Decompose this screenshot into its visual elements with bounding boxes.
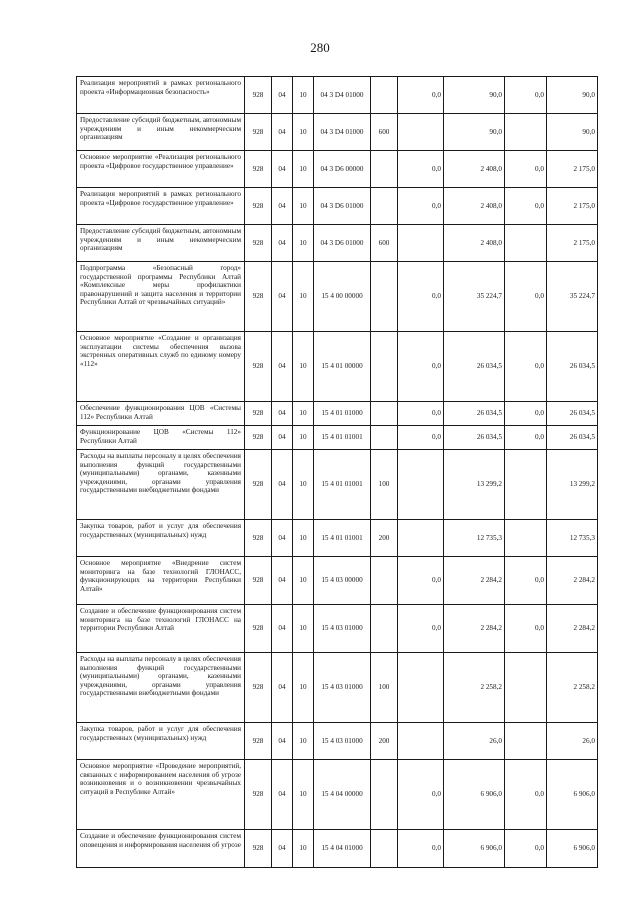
grbs-code-cell: 928 (245, 262, 272, 332)
section-code-cell: 04 (272, 760, 293, 830)
amount-2-cell: 26,0 (444, 723, 505, 760)
amount-1-cell: 0,0 (398, 557, 444, 605)
amount-2-cell: 35 224,7 (444, 262, 505, 332)
amount-3-cell: 0,0 (505, 760, 547, 830)
grbs-code-cell: 928 (245, 605, 272, 653)
amount-2-cell: 90,0 (444, 114, 505, 151)
target-article-cell: 15 4 01 01001 (314, 426, 371, 450)
amount-4-cell: 2 175,0 (547, 151, 598, 188)
amount-3-cell (505, 450, 547, 520)
amount-3-cell: 0,0 (505, 426, 547, 450)
table-row (77, 402, 598, 426)
target-article-cell: 15 4 04 00000 (314, 760, 371, 830)
section-code-cell: 04 (272, 653, 293, 723)
amount-2-cell: 2 284,2 (444, 605, 505, 653)
subsection-code-cell: 10 (293, 760, 314, 830)
table-row (77, 723, 598, 760)
amount-1-cell: 0,0 (398, 262, 444, 332)
grbs-code-cell: 928 (245, 402, 272, 426)
section-code-cell: 04 (272, 332, 293, 402)
target-article-cell: 04 3 D6 01000 (314, 225, 371, 262)
amount-1-cell: 0,0 (398, 605, 444, 653)
amount-1-cell: 0,0 (398, 77, 444, 114)
expense-type-cell (371, 332, 398, 402)
subsection-code-cell: 10 (293, 653, 314, 723)
grbs-code-cell: 928 (245, 188, 272, 225)
table-row (77, 332, 598, 402)
row-name-cell: Основное мероприятие «Внедрение систем мониторинга на базе технологий ГЛОНАСС, функционирующих на территории Республики Алтай» (77, 557, 245, 605)
expense-type-cell: 200 (371, 520, 398, 557)
target-article-cell: 15 4 01 01001 (314, 520, 371, 557)
amount-4-cell: 26,0 (547, 723, 598, 760)
amount-2-cell: 2 408,0 (444, 151, 505, 188)
table-row (77, 605, 598, 653)
subsection-code-cell: 10 (293, 723, 314, 760)
expense-type-cell: 100 (371, 653, 398, 723)
amount-3-cell: 0,0 (505, 188, 547, 225)
amount-2-cell: 6 906,0 (444, 830, 505, 868)
grbs-code-cell: 928 (245, 151, 272, 188)
amount-3-cell: 0,0 (505, 605, 547, 653)
section-code-cell: 04 (272, 188, 293, 225)
section-code-cell: 04 (272, 262, 293, 332)
section-code-cell: 04 (272, 520, 293, 557)
amount-4-cell: 2 284,2 (547, 605, 598, 653)
amount-3-cell: 0,0 (505, 557, 547, 605)
subsection-code-cell: 10 (293, 830, 314, 868)
expense-type-cell (371, 426, 398, 450)
target-article-cell: 15 4 01 01001 (314, 450, 371, 520)
row-name-cell: Основное мероприятие «Проведение мероприятий, связанных с информированием населения об угрозе возникновения и о возникновении чрезвычайных ситуаций в Республике Алтай» (77, 760, 245, 830)
amount-4-cell: 90,0 (547, 114, 598, 151)
amount-1-cell (398, 723, 444, 760)
subsection-code-cell: 10 (293, 426, 314, 450)
expense-type-cell: 100 (371, 450, 398, 520)
subsection-code-cell: 10 (293, 151, 314, 188)
amount-4-cell: 12 735,3 (547, 520, 598, 557)
target-article-cell: 15 4 00 00000 (314, 262, 371, 332)
table-row (77, 262, 598, 332)
amount-3-cell: 0,0 (505, 262, 547, 332)
grbs-code-cell: 928 (245, 830, 272, 868)
subsection-code-cell: 10 (293, 520, 314, 557)
amount-2-cell: 2 258,2 (444, 653, 505, 723)
amount-1-cell: 0,0 (398, 402, 444, 426)
grbs-code-cell: 928 (245, 225, 272, 262)
grbs-code-cell: 928 (245, 520, 272, 557)
grbs-code-cell: 928 (245, 114, 272, 151)
subsection-code-cell: 10 (293, 114, 314, 151)
amount-1-cell: 0,0 (398, 426, 444, 450)
amount-3-cell (505, 653, 547, 723)
section-code-cell: 04 (272, 450, 293, 520)
expense-type-cell (371, 262, 398, 332)
section-code-cell: 04 (272, 557, 293, 605)
amount-1-cell: 0,0 (398, 151, 444, 188)
amount-4-cell: 6 906,0 (547, 830, 598, 868)
table-row (77, 760, 598, 830)
row-name-cell: Закупка товаров, работ и услуг для обеспечения государственных (муниципальных) нужд (77, 723, 245, 760)
section-code-cell: 04 (272, 402, 293, 426)
amount-4-cell: 13 299,2 (547, 450, 598, 520)
section-code-cell: 04 (272, 605, 293, 653)
row-name-cell: Расходы на выплаты персоналу в целях обеспечения выполнения функций государственными (муниципальными) органами, казенными учреждениями, органами управления государственными внебюджетными фондами (77, 450, 245, 520)
expense-type-cell (371, 151, 398, 188)
amount-4-cell: 2 175,0 (547, 188, 598, 225)
amount-1-cell (398, 653, 444, 723)
expense-type-cell: 200 (371, 723, 398, 760)
subsection-code-cell: 10 (293, 402, 314, 426)
amount-3-cell: 0,0 (505, 77, 547, 114)
page-number: 280 (310, 40, 330, 55)
table-row (77, 151, 598, 188)
grbs-code-cell: 928 (245, 332, 272, 402)
amount-1-cell (398, 114, 444, 151)
amount-2-cell: 26 034,5 (444, 402, 505, 426)
expense-type-cell (371, 830, 398, 868)
expense-type-cell (371, 77, 398, 114)
target-article-cell: 04 3 D6 00000 (314, 151, 371, 188)
table-row (77, 225, 598, 262)
expense-type-cell (371, 188, 398, 225)
grbs-code-cell: 928 (245, 653, 272, 723)
target-article-cell: 15 4 03 01000 (314, 653, 371, 723)
table-row (77, 830, 598, 868)
subsection-code-cell: 10 (293, 262, 314, 332)
subsection-code-cell: 10 (293, 188, 314, 225)
table-row (77, 450, 598, 520)
table-row (77, 653, 598, 723)
row-name-cell: Основное мероприятие «Реализация регионального проекта «Цифровое государственное управление» (77, 151, 245, 188)
expense-type-cell (371, 402, 398, 426)
grbs-code-cell: 928 (245, 450, 272, 520)
amount-2-cell: 26 034,5 (444, 332, 505, 402)
amount-3-cell (505, 520, 547, 557)
row-name-cell: Подпрограмма «Безопасный город» государственной программы Республики Алтай «Комплексные меры профилактики правонарушений и защита населения и территории Республики Алтай от чрезвычайных ситуаций» (77, 262, 245, 332)
subsection-code-cell: 10 (293, 605, 314, 653)
amount-1-cell: 0,0 (398, 332, 444, 402)
section-code-cell: 04 (272, 151, 293, 188)
grbs-code-cell: 928 (245, 77, 272, 114)
target-article-cell: 04 3 D4 01000 (314, 77, 371, 114)
grbs-code-cell: 928 (245, 723, 272, 760)
expense-type-cell (371, 760, 398, 830)
row-name-cell: Реализация мероприятий в рамках регионального проекта «Информационная безопасность» (77, 77, 245, 114)
amount-3-cell (505, 225, 547, 262)
section-code-cell: 04 (272, 723, 293, 760)
subsection-code-cell: 10 (293, 557, 314, 605)
row-name-cell: Функционирование ЦОВ «Системы 112» Республики Алтай (77, 426, 245, 450)
amount-4-cell: 26 034,5 (547, 426, 598, 450)
row-name-cell: Реализация мероприятий в рамках регионального проекта «Цифровое государственное управление» (77, 188, 245, 225)
table-row (77, 77, 598, 114)
amount-4-cell: 2 258,2 (547, 653, 598, 723)
amount-4-cell: 2 284,2 (547, 557, 598, 605)
section-code-cell: 04 (272, 225, 293, 262)
subsection-code-cell: 10 (293, 450, 314, 520)
subsection-code-cell: 10 (293, 332, 314, 402)
amount-4-cell: 90,0 (547, 77, 598, 114)
row-name-cell: Предоставление субсидий бюджетным, автономным учреждениям и иным некоммерческим организациям (77, 225, 245, 262)
grbs-code-cell: 928 (245, 760, 272, 830)
row-name-cell: Основное мероприятие «Создание и организация эксплуатации системы обеспечения вызова экстренных оперативных служб по единому номеру «112» (77, 332, 245, 402)
row-name-cell: Предоставление субсидий бюджетным, автономным учреждениям и иным некоммерческим организациям (77, 114, 245, 151)
budget-table (76, 76, 598, 868)
grbs-code-cell: 928 (245, 426, 272, 450)
amount-2-cell: 13 299,2 (444, 450, 505, 520)
target-article-cell: 15 4 03 00000 (314, 557, 371, 605)
amount-2-cell: 2 408,0 (444, 188, 505, 225)
amount-4-cell: 6 906,0 (547, 760, 598, 830)
amount-1-cell (398, 520, 444, 557)
subsection-code-cell: 10 (293, 77, 314, 114)
target-article-cell: 04 3 D4 01000 (314, 114, 371, 151)
target-article-cell: 15 4 01 01000 (314, 402, 371, 426)
target-article-cell: 15 4 03 01000 (314, 605, 371, 653)
subsection-code-cell: 10 (293, 225, 314, 262)
amount-3-cell: 0,0 (505, 332, 547, 402)
target-article-cell: 04 3 D6 01000 (314, 188, 371, 225)
amount-2-cell: 26 034,5 (444, 426, 505, 450)
amount-1-cell (398, 450, 444, 520)
amount-3-cell: 0,0 (505, 402, 547, 426)
amount-3-cell: 0,0 (505, 151, 547, 188)
row-name-cell: Создание и обеспечение функционирования систем мониторинга на базе технологий ГЛОНАСС на территории Республики Алтай (77, 605, 245, 653)
amount-4-cell: 2 175,0 (547, 225, 598, 262)
table-body (77, 77, 598, 868)
row-name-cell: Закупка товаров, работ и услуг для обеспечения государственных (муниципальных) нужд (77, 520, 245, 557)
section-code-cell: 04 (272, 114, 293, 151)
amount-1-cell: 0,0 (398, 188, 444, 225)
amount-3-cell (505, 114, 547, 151)
amount-1-cell (398, 225, 444, 262)
amount-1-cell: 0,0 (398, 760, 444, 830)
amount-1-cell: 0,0 (398, 830, 444, 868)
target-article-cell: 15 4 03 01000 (314, 723, 371, 760)
row-name-cell: Создание и обеспечение функционирования систем оповещения и информирования населения об угрозе (77, 830, 245, 868)
section-code-cell: 04 (272, 77, 293, 114)
expense-type-cell (371, 605, 398, 653)
section-code-cell: 04 (272, 830, 293, 868)
expense-type-cell: 600 (371, 225, 398, 262)
amount-2-cell: 90,0 (444, 77, 505, 114)
table-row (77, 114, 598, 151)
amount-2-cell: 2 284,2 (444, 557, 505, 605)
section-code-cell: 04 (272, 426, 293, 450)
amount-4-cell: 35 224,7 (547, 262, 598, 332)
amount-3-cell (505, 723, 547, 760)
amount-2-cell: 12 735,3 (444, 520, 505, 557)
amount-2-cell: 2 408,0 (444, 225, 505, 262)
amount-3-cell: 0,0 (505, 830, 547, 868)
row-name-cell: Обеспечение функционирования ЦОВ «Системы 112» Республики Алтай (77, 402, 245, 426)
row-name-cell: Расходы на выплаты персоналу в целях обеспечения выполнения функций государственными (муниципальными) органами, казенными учреждениями, органами управления государственными внебюджетными фондами (77, 653, 245, 723)
table-row (77, 557, 598, 605)
target-article-cell: 15 4 04 01000 (314, 830, 371, 868)
table-row (77, 520, 598, 557)
amount-4-cell: 26 034,5 (547, 402, 598, 426)
amount-4-cell: 26 034,5 (547, 332, 598, 402)
grbs-code-cell: 928 (245, 557, 272, 605)
table-row (77, 188, 598, 225)
amount-2-cell: 6 906,0 (444, 760, 505, 830)
target-article-cell: 15 4 01 00000 (314, 332, 371, 402)
table-row (77, 426, 598, 450)
expense-type-cell (371, 557, 398, 605)
expense-type-cell: 600 (371, 114, 398, 151)
